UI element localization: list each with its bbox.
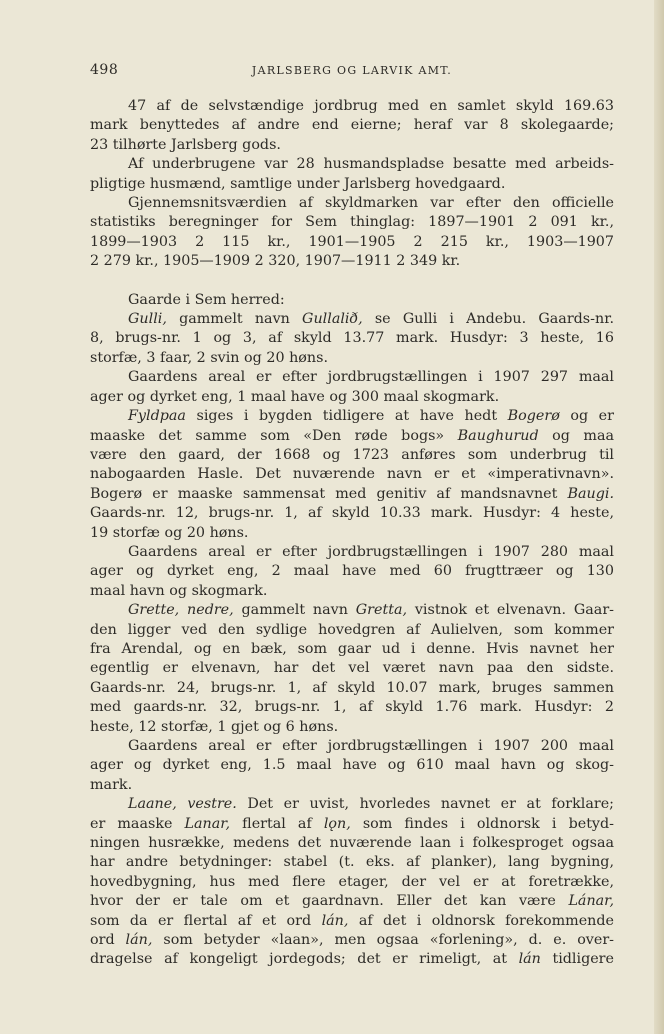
text-line: dragelse af kongeligt jordegods; det er rimeligt, at lán tidligere: [90, 951, 614, 968]
text-line: Gaards-nr. 12, brugs-nr. 1, af skyld 10.33 mark. Husdyr: 4 heste,: [90, 505, 614, 522]
text-line: Laane, vestre. Det er uvist, hvorledes navnet er at forklare;: [128, 796, 614, 813]
word-form: lǫn,: [323, 815, 351, 832]
section-heading: [90, 291, 614, 310]
text-line: egentlig er elvenavn, har det vel været navn paa den sidste.: [90, 660, 614, 677]
text-line: Gaards-nr. 24, brugs-nr. 1, af skyld 10.07 mark, bruges sammen: [90, 679, 614, 696]
entry-gulli: [90, 310, 614, 368]
page-header: [90, 62, 614, 82]
text-line: 8, brugs-nr. 1 og 3, af skyld 13.77 mark. Husdyr: 3 heste, 16: [90, 330, 614, 347]
word-form: lán,: [321, 912, 349, 929]
text-line: Gaardens areal er efter jordbrugstællingen i 1907 297 maal: [128, 369, 614, 386]
text-line: ager og dyrket eng, 1 maal have og 300 maal skogmark.: [90, 388, 500, 405]
text-line: Grette, nedre, gammelt navn Gretta, vistnok et elvenavn. Gaar-: [128, 602, 614, 619]
text-line: Af underbrugene var 28 husmandspladse besatte med arbeids-: [128, 156, 614, 173]
farm-name: Gulli,: [128, 311, 167, 328]
farm-name: Grette, nedre,: [128, 602, 234, 619]
text-line: 19 storfæ og 20 høns.: [90, 524, 249, 541]
farm-name-old: Baughurud: [457, 427, 539, 444]
text-line: ord lán, som betyder «laan», men ogsaa «forlening», d. e. over-: [90, 932, 614, 949]
text-line: Gjennemsnitsværdien af skyldmarken var efter den officielle: [128, 195, 614, 212]
entry-gulli-area: [90, 368, 614, 407]
entry-laane: [90, 795, 614, 970]
text-line: statistiks beregninger for Sem thinglag: 1897—1901 2 091 kr.,: [90, 214, 614, 231]
body-text: [90, 97, 614, 970]
running-title: JARLSBERG OG LARVIK AMT.: [251, 64, 453, 77]
text-line: heste, 12 storfæ, 1 gjet og 6 høns.: [90, 718, 339, 735]
text-line: med gaards-nr. 32, brugs-nr. 1, af skyld 1.76 mark. Husdyr: 2: [90, 699, 614, 716]
text-line: Gulli, gammelt navn Gullalið, se Gulli i Andebu. Gaards-nr.: [128, 311, 614, 328]
text-line: 23 tilhørte Jarlsberg gods.: [90, 136, 281, 153]
entry-fyldpaa: [90, 407, 614, 543]
text-line: ager og dyrket eng, 1.5 maal have og 610 maal havn og skog-: [90, 757, 614, 774]
word-form: Lanar,: [184, 815, 231, 832]
entry-grette: [90, 601, 614, 737]
paragraph-husmand: [90, 155, 614, 194]
text-line: maaske det samme som «Den røde bogs» Baughurud og maa: [90, 427, 614, 444]
word-form: lán: [518, 951, 541, 968]
text-line: er maaske Lanar, flertal af lǫn, som findes i oldnorsk i betyd-: [90, 815, 614, 832]
text-line: ningen husrække, medens det nuværende laan i folkesproget ogsaa: [90, 835, 614, 852]
text-line: mark.: [90, 776, 133, 793]
paragraph-average-value: [90, 194, 614, 272]
text-line: Gaardens areal er efter jordbrugstællingen i 1907 280 maal: [128, 543, 614, 560]
text-line: Bogerø er maaske sammensat med genitiv af mandsnavnet Baugi.: [90, 485, 614, 502]
text-line: pligtige husmænd, samtlige under Jarlsberg hovedgaard.: [90, 175, 506, 192]
text-line: hvor der er tale om et gaardnavn. Eller det kan være Lánar,: [90, 893, 614, 910]
entry-grette-area: [90, 737, 614, 795]
text-line: storfæ, 3 faar, 2 svin og 20 høns.: [90, 349, 328, 366]
word-form: lán,: [125, 932, 153, 949]
entry-fyldpaa-area: [90, 543, 614, 601]
text-line: har andre betydninger: stabel (t. eks. af planker), lang bygning,: [90, 854, 614, 871]
farm-name-old: Gullalið,: [302, 311, 363, 328]
text-line: være den gaard, der 1668 og 1723 anføres som underbrug til: [90, 446, 614, 463]
text-line: den ligger ved den sydlige hovedgren af Aulielven, som kommer: [90, 621, 614, 638]
text-line: Gaardens areal er efter jordbrugstællingen i 1907 200 maal: [128, 738, 614, 754]
paragraph-gap: [90, 272, 614, 291]
text-line: maal havn og skogmark.: [90, 582, 268, 599]
farm-name: Fyldpaa: [128, 408, 186, 425]
paragraph-farm-statistics: [90, 97, 614, 155]
text-line: fra Arendal, og en bæk, som gaar ud i denne. Hvis navnet her: [90, 640, 614, 657]
text-line: hovedbygning, hus med flere etager, der vel er at foretrække,: [90, 873, 614, 890]
text-line: ager og dyrket eng, 2 maal have med 60 frugttræer og 130: [90, 563, 614, 580]
page-edge: [654, 0, 664, 1034]
text-line: 47 af de selvstændige jordbrug med en samlet skyld 169.63: [128, 98, 614, 114]
page-number: 498: [90, 62, 119, 78]
text-line: Fyldpaa siges i bygden tidligere at have hedt Bogerø og er: [128, 408, 614, 425]
farm-name-old: Bogerø: [507, 408, 560, 425]
text-line: som da er flertal af et ord lán, af det i oldnorsk forekommende: [90, 912, 615, 929]
text-line: 1899—1903 2 115 kr., 1901—1905 2 215 kr., 1903—1907: [90, 233, 614, 250]
farm-name-old: Gretta,: [355, 602, 408, 619]
person-name: Baugi.: [567, 485, 614, 502]
text-line: Gaarde i Sem herred:: [128, 291, 285, 308]
text-line: 2 279 kr., 1905—1909 2 320, 1907—1911 2 349 kr.: [90, 253, 461, 270]
text-line: mark benyttedes af andre end eierne; heraf var 8 skolegaarde;: [90, 117, 614, 134]
word-form: Lánar,: [568, 893, 614, 910]
text-line: nabogaarden Hasle. Det nuværende navn er et «imperativnavn».: [90, 466, 614, 483]
farm-name: Laane, vestre.: [128, 796, 237, 813]
